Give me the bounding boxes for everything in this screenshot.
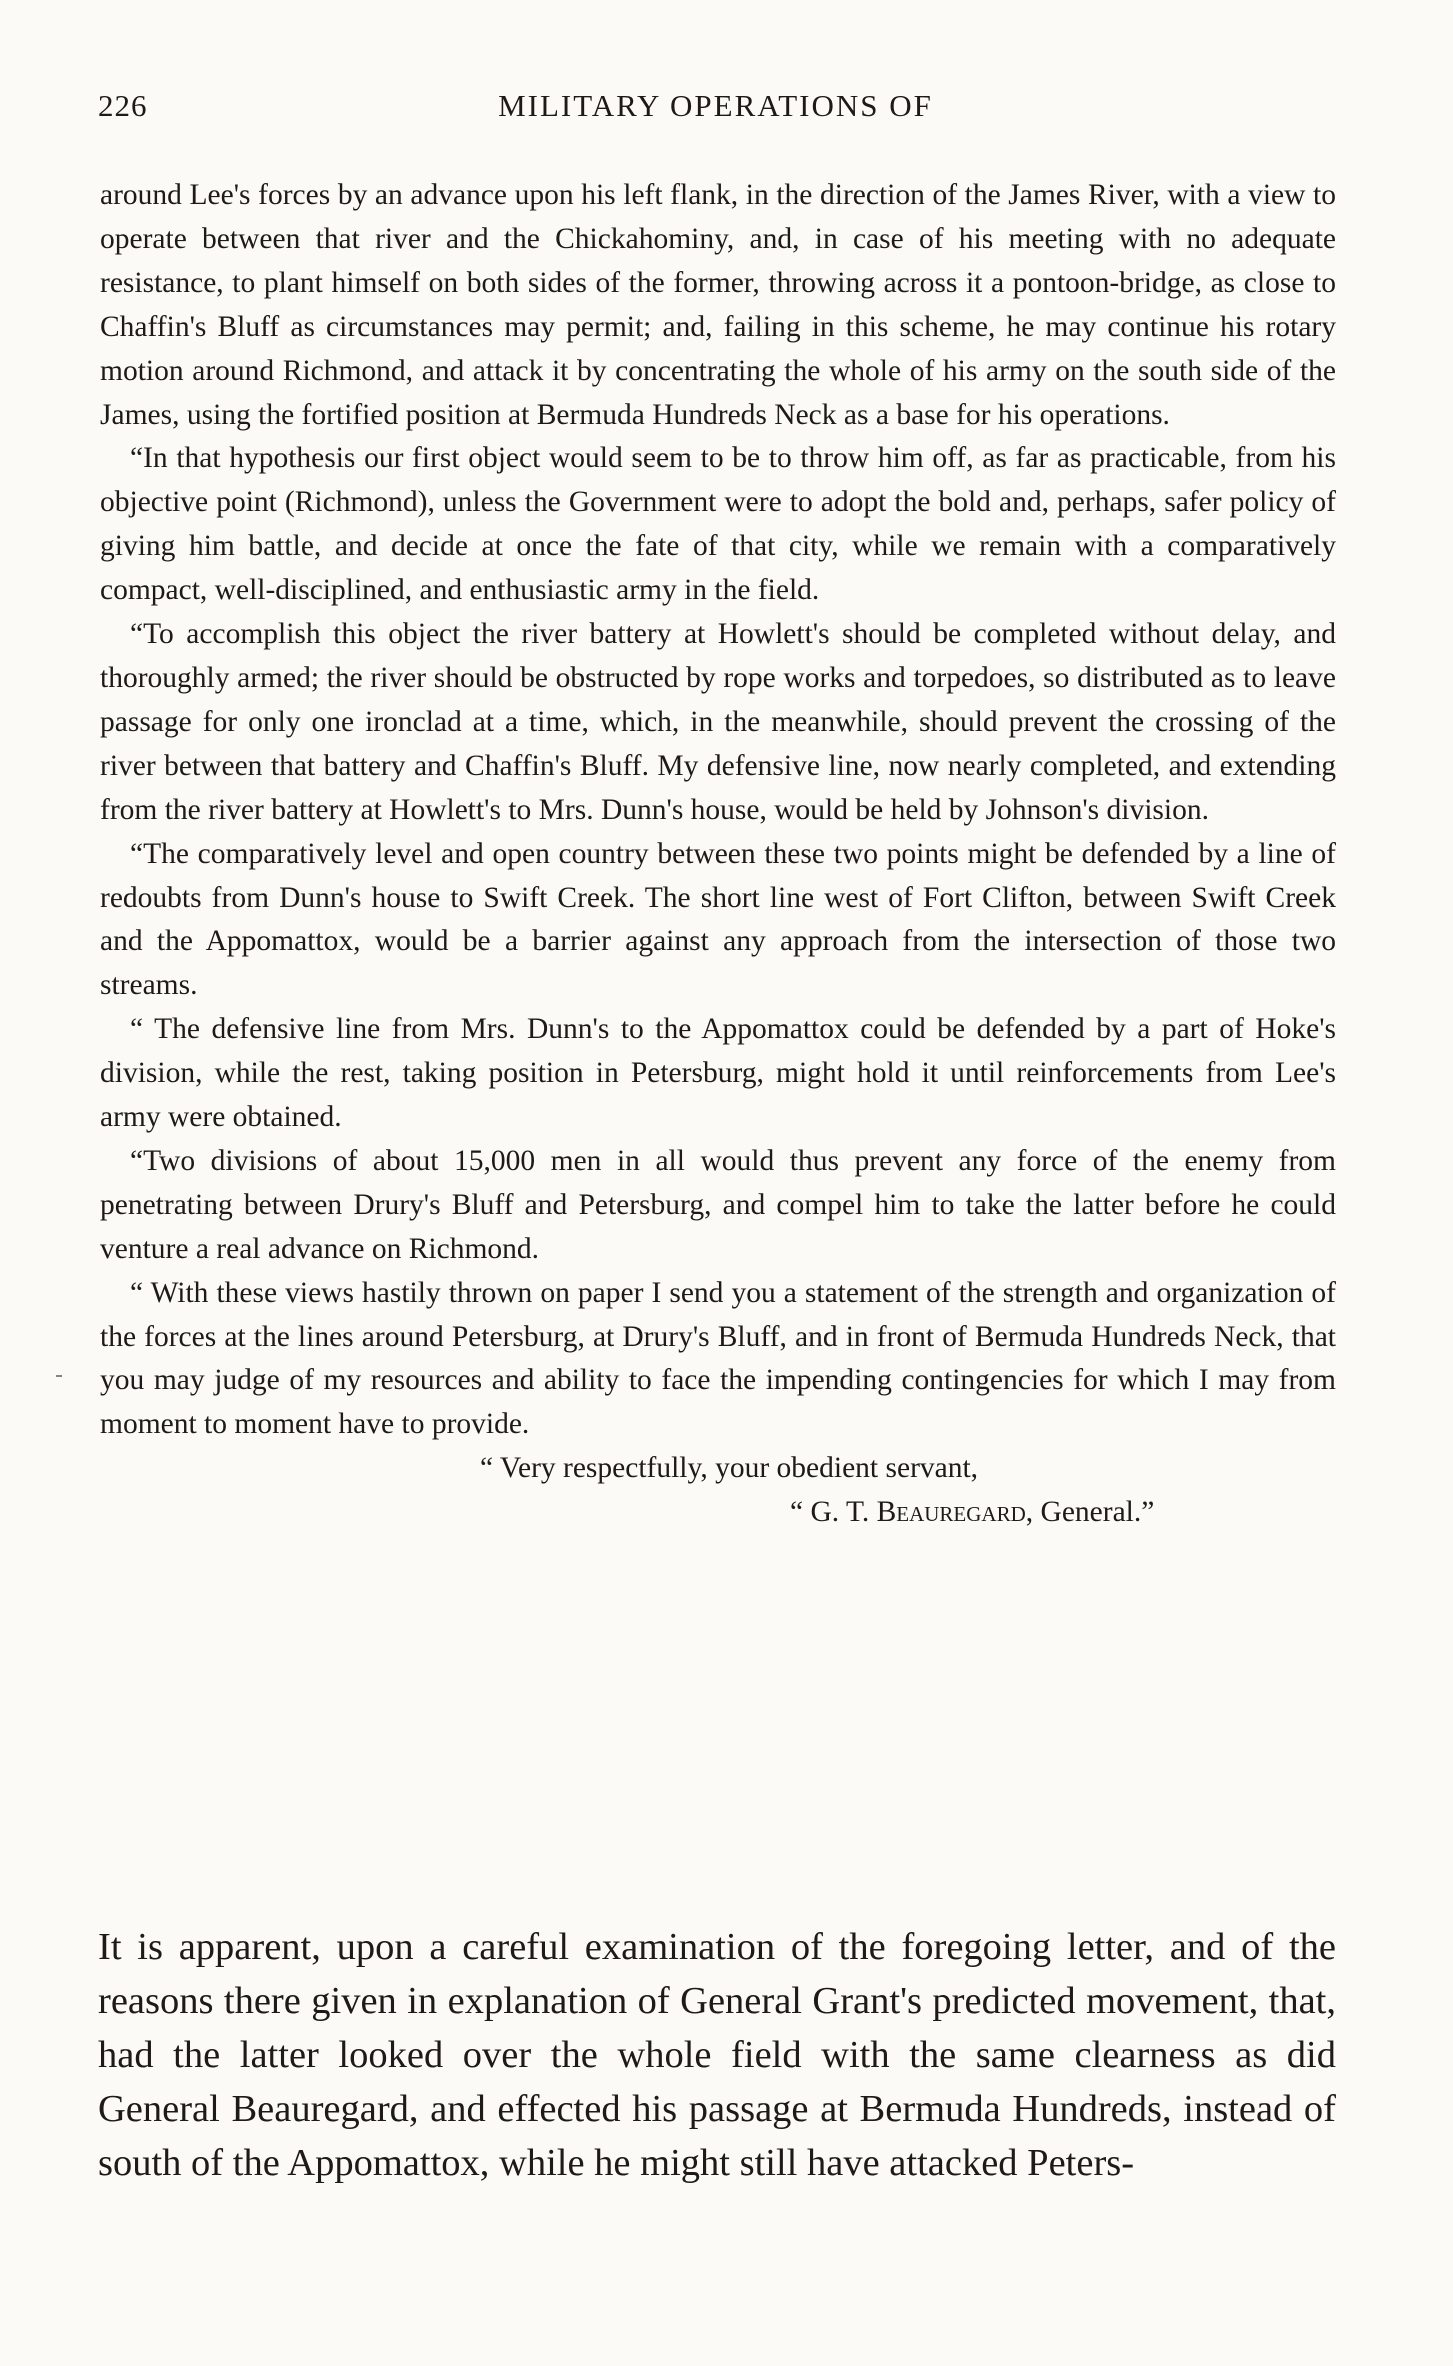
letter-paragraph: “To accomplish this object the river battery at Howlett's should be completed without delay, and thoroughly armed; the river should be obstructed by rope works and torpedoes, so distributed as to leave passage for only one ironclad at a time, which, in the meanwhile, should prevent the crossing of the river between that battery and Chaffin's Bluff. My defensive line, now nearly completed, and extending from the river battery at Howlett's to Mrs. Dunn's house, would be held by Johnson's division.	[100, 618, 1336, 826]
page-number: 226	[98, 88, 148, 123]
running-head: MILITARY OPERATIONS OF	[498, 88, 933, 123]
letter-paragraph: “The comparatively level and open country between these two points might be defended by a line of redoubts from Dunn's house to Swift Creek. The short line west of Fort Clifton, between Swift Creek and the Appomattox, would be a barrier against any approach from the intersection of those two streams.	[100, 837, 1336, 1002]
quoted-letter	[100, 174, 1336, 1535]
signature-prefix: “ G. T.	[790, 1496, 877, 1529]
commentary-paragraph: It is apparent, upon a careful examination of the foregoing letter, and of the reasons there given in explanation of General Grant's predicted movement, that, had the latter looked over the whole field with the same clearness as did General Beauregard, and effected his passage at Bermuda Hundreds, instead of south of the Appomattox, while he might still have attacked Peters-	[98, 1926, 1336, 2184]
letter-closing: “ Very respectfully, your obedient servant,	[480, 1452, 979, 1485]
margin-mark	[56, 1375, 62, 1377]
letter-paragraph: “ The defensive line from Mrs. Dunn's to the Appomattox could be defended by a part of Hoke's division, while the rest, taking position in Petersburg, might hold it until reinforcements from Lee's army were obtained.	[100, 1013, 1336, 1134]
commentary-text	[98, 1920, 1336, 2190]
letter-paragraph: “ With these views hastily thrown on paper I send you a statement of the strength and organization of the forces at the lines around Petersburg, at Drury's Bluff, and in front of Bermuda Hundreds Neck, that you may judge of my resources and ability to face the impending contingencies for which I may from moment to moment have to provide.	[100, 1276, 1336, 1441]
letter-paragraph: “In that hypothesis our first object would seem to be to throw him off, as far as practicable, from his objective point (Richmond), unless the Government were to adopt the bold and, perhaps, safer policy of giving him battle, and decide at once the fate of that city, while we remain with a comparatively compact, well-disciplined, and enthusiastic army in the field.	[100, 442, 1336, 607]
letter-paragraph: around Lee's forces by an advance upon his left flank, in the direction of the James River, with a view to operate between that river and the Chickahominy, and, in case of his meeting with no adequate resistance, to plant himself on both sides of the former, throwing across it a pontoon-bridge, as close to Chaffin's Bluff as circumstances may permit; and, failing in this scheme, he may continue his rotary motion around Richmond, and attack it by concentrating the whole of his army on the south side of the James, using the fortified position at Bermuda Hundreds Neck as a base for his operations.	[100, 179, 1336, 431]
signature-suffix: , General.”	[1025, 1496, 1155, 1529]
page-header	[98, 88, 1333, 132]
letter-signature	[100, 1491, 1336, 1535]
letter-paragraph: “Two divisions of about 15,000 men in all would thus prevent any force of the enemy from penetrating between Drury's Bluff and Petersburg, and compel him to take the latter before he could venture a real advance on Richmond.	[100, 1144, 1336, 1265]
signature-name: Beauregard	[876, 1496, 1026, 1529]
